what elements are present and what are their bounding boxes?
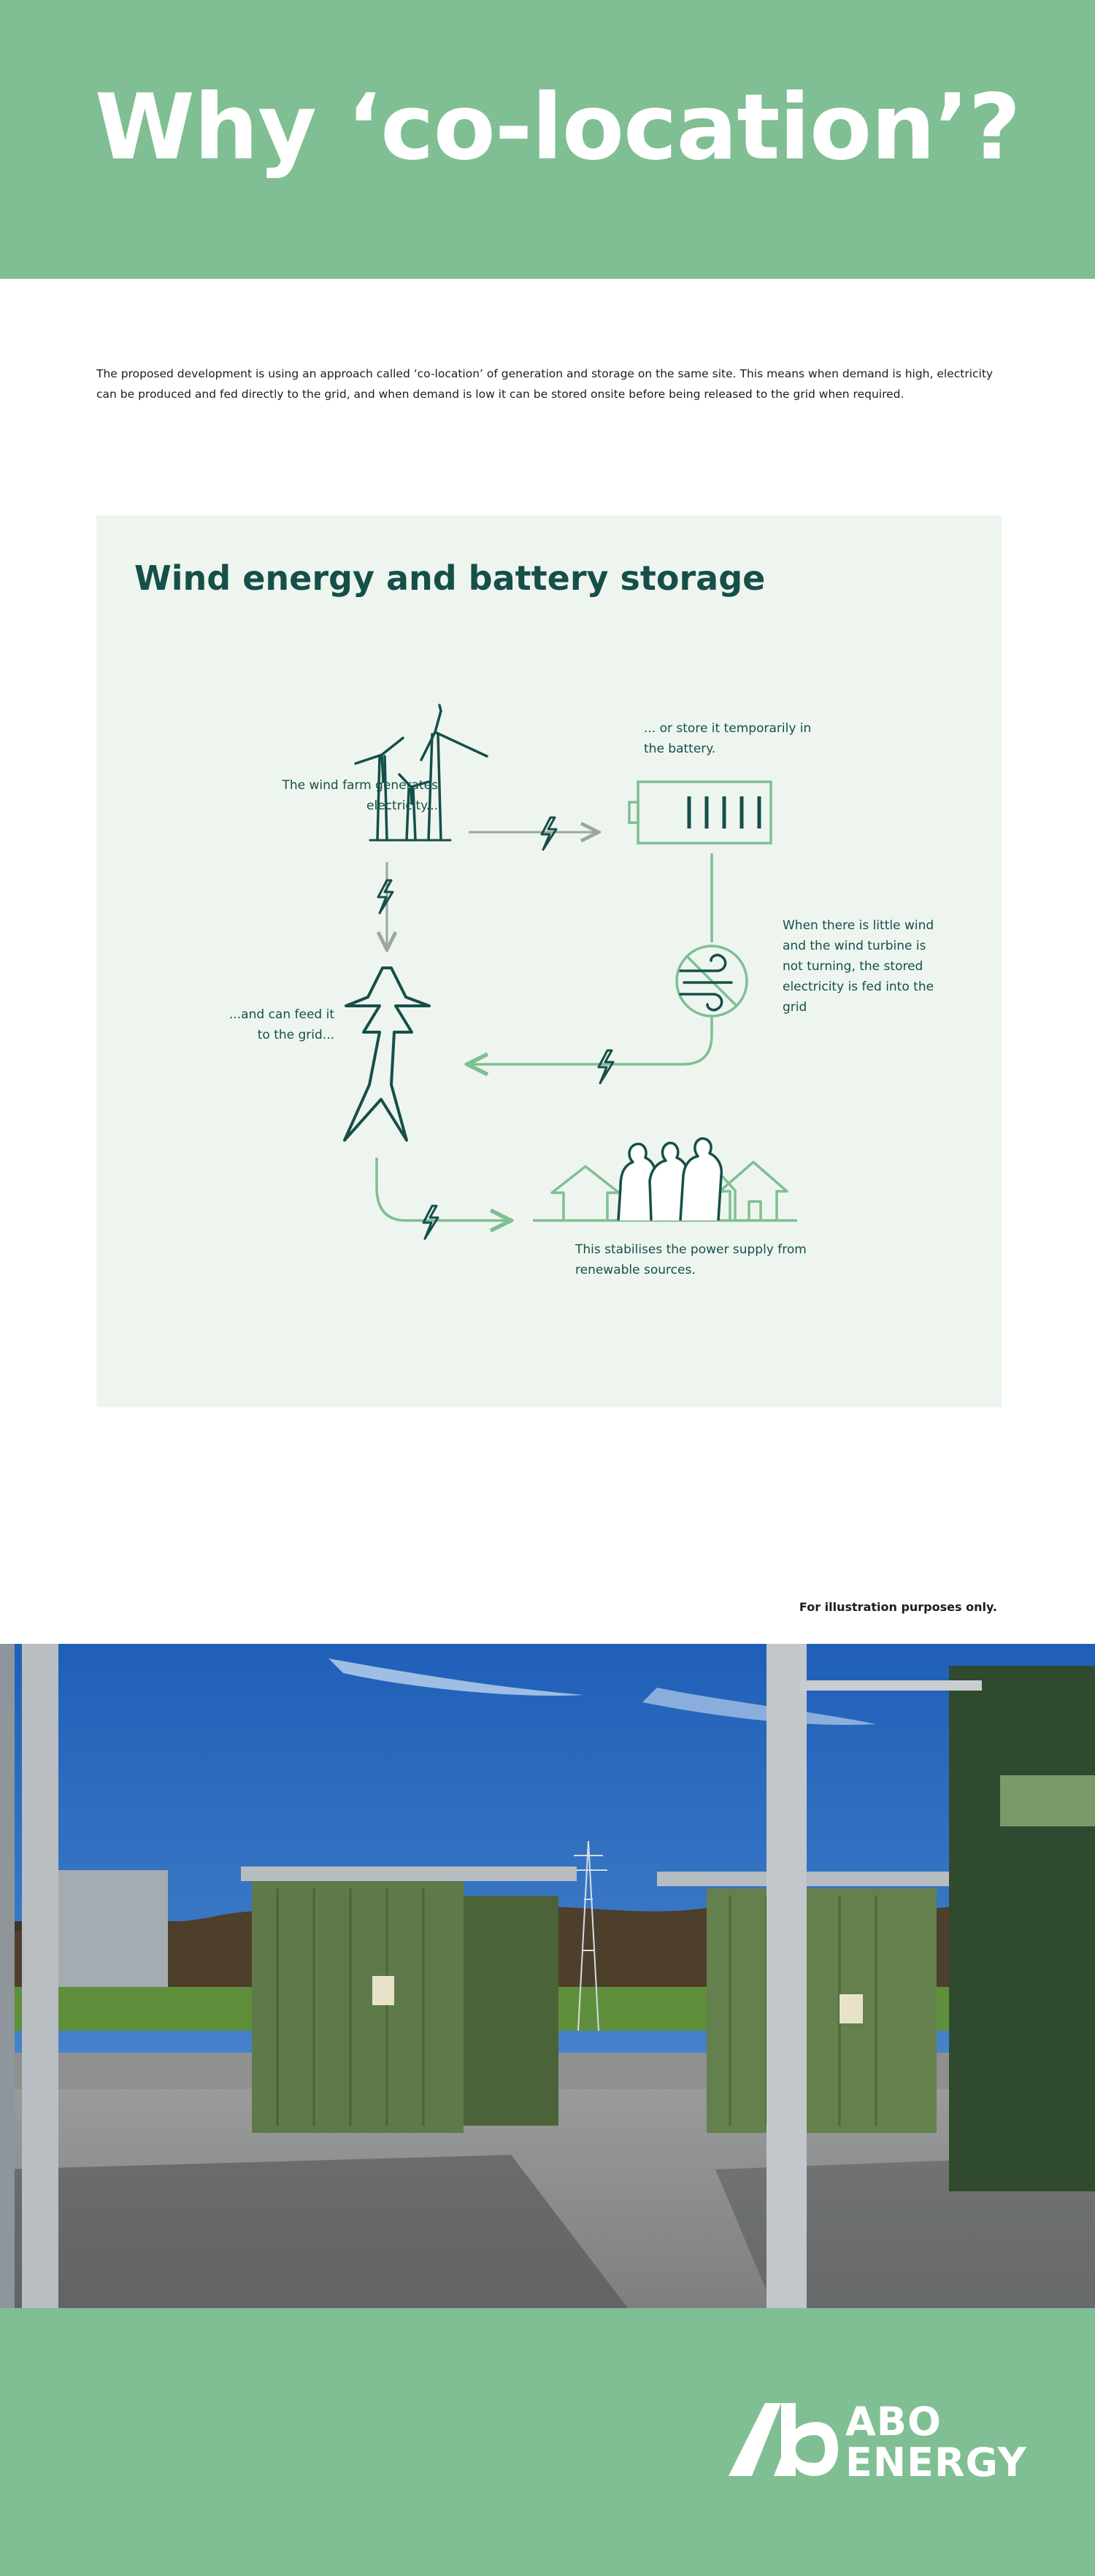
- houses-people-icon: [533, 1139, 797, 1220]
- logo-text-energy: ENERGY: [845, 2439, 1027, 2485]
- abo-energy-logo: [729, 2400, 1035, 2488]
- pylon-icon: [345, 968, 429, 1140]
- logo-text-abo: ABO: [845, 2399, 942, 2445]
- abo-logo-mark-icon: [729, 2400, 838, 2480]
- wind-turbines-icon: [356, 705, 487, 840]
- lightning-icon: [378, 880, 393, 913]
- label-wind-farm: The wind farm generates electricity...: [282, 778, 438, 813]
- logo-text: [845, 2399, 1027, 2485]
- no-wind-icon: [677, 946, 747, 1016]
- lightning-icon: [599, 1050, 613, 1083]
- page-title: Why ‘co-location’?: [95, 75, 1021, 180]
- header-banner: [0, 0, 1095, 279]
- illustration-note: For illustration purposes only.: [799, 1600, 997, 1614]
- battery-icon: [629, 782, 771, 843]
- intro-paragraph: The proposed development is using an approach called ‘co-location’ of generation and storage on the same site. This means when demand is high, electricity can be produced and fed directly to the grid, and when demand is low it can be stored onsite before being released to the grid when required.: [96, 367, 994, 401]
- battery-storage-containers-photo: [0, 1644, 1095, 2308]
- label-grid: ...and can feed it to the grid...: [228, 1007, 334, 1042]
- footer-banner: [0, 2308, 1095, 2576]
- diagram-panel: [96, 515, 1002, 1407]
- battery-storage-photo: [0, 1644, 1095, 2308]
- label-battery: ... or store it temporarily in the battery.: [644, 721, 812, 756]
- lightning-icon: [542, 818, 556, 850]
- diagram-title: Wind energy and battery storage: [134, 558, 766, 598]
- lightning-icon: [423, 1206, 438, 1239]
- label-little-wind: When there is little wind and the wind turbine is not turning, the stored electricity is fed into the grid: [783, 918, 934, 1015]
- label-stabilise: This stabilises the power supply from renewable sources.: [575, 1242, 807, 1277]
